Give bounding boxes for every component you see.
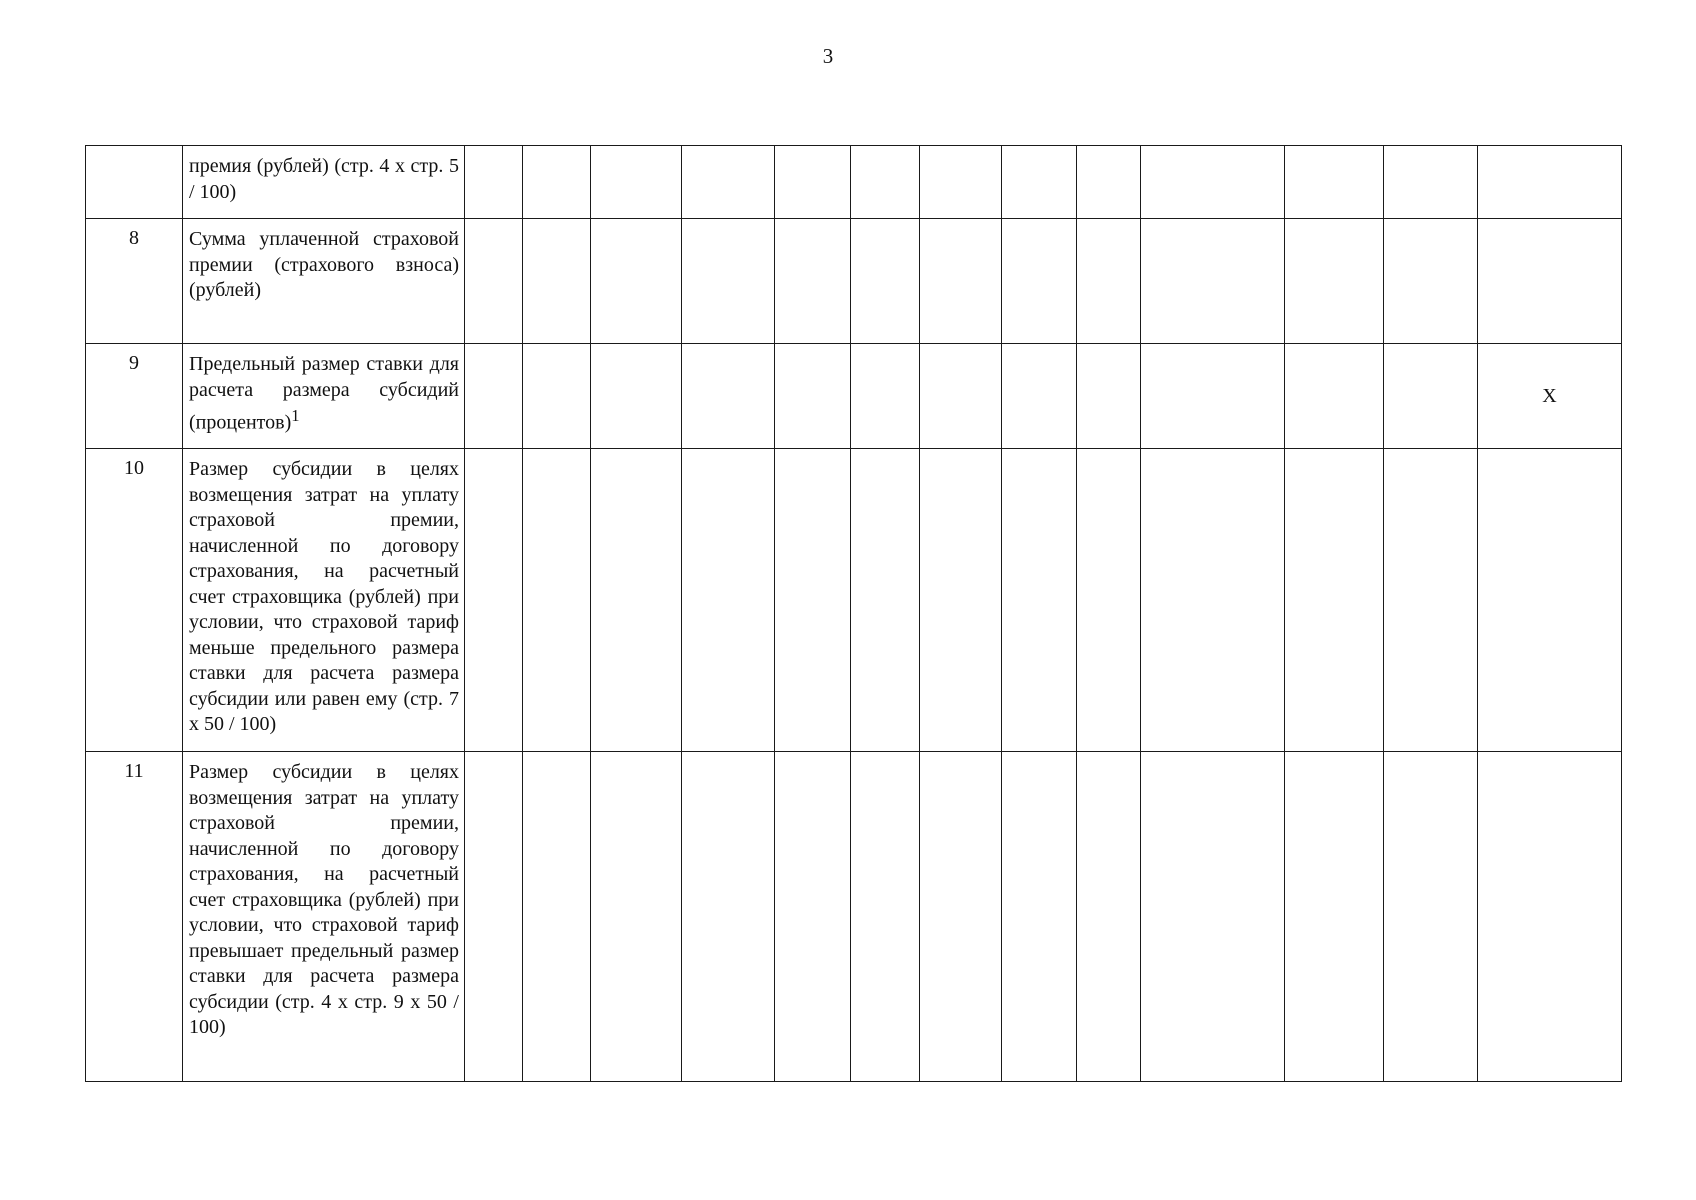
last-value-cell: Х xyxy=(1478,344,1622,449)
value-cell xyxy=(1384,146,1478,219)
value-cell xyxy=(1002,344,1077,449)
value-cell xyxy=(775,449,851,752)
value-cell xyxy=(523,752,591,1082)
value-cell xyxy=(1141,146,1285,219)
value-cell xyxy=(1285,146,1384,219)
value-cell xyxy=(775,344,851,449)
row-label xyxy=(183,146,465,219)
value-cell xyxy=(682,146,775,219)
last-value-cell xyxy=(1478,219,1622,344)
row-label xyxy=(183,344,465,449)
value-cell xyxy=(523,344,591,449)
table-row xyxy=(86,449,1622,752)
value-cell xyxy=(1077,752,1141,1082)
table-row xyxy=(86,344,1622,449)
row-label-text: Предельный размер ставки для расчета размера субсидий (процентов) xyxy=(189,353,459,434)
table-row xyxy=(86,219,1622,344)
value-cell xyxy=(851,449,920,752)
row-label xyxy=(183,752,465,1082)
value-cell xyxy=(1002,146,1077,219)
value-cell xyxy=(682,449,775,752)
value-cell xyxy=(851,219,920,344)
value-cell xyxy=(682,752,775,1082)
value-cell xyxy=(1285,449,1384,752)
value-cell xyxy=(1002,219,1077,344)
value-cell xyxy=(682,219,775,344)
value-cell xyxy=(523,449,591,752)
value-cell xyxy=(1002,752,1077,1082)
value-cell xyxy=(851,146,920,219)
value-cell xyxy=(1285,219,1384,344)
value-cell xyxy=(1077,344,1141,449)
row-label-text: премия (рублей) (стр. 4 х стр. 5 / 100) xyxy=(189,155,459,203)
value-cell xyxy=(591,752,682,1082)
last-value-cell xyxy=(1478,146,1622,219)
value-cell xyxy=(591,449,682,752)
value-cell xyxy=(1141,344,1285,449)
last-value-cell xyxy=(1478,752,1622,1082)
value-cell xyxy=(465,146,523,219)
value-cell xyxy=(1077,219,1141,344)
value-cell xyxy=(1384,219,1478,344)
value-cell xyxy=(1285,752,1384,1082)
row-label-text: Размер субсидии в целях возмещения затрат на уплату страховой премии, начисленной по договору страхования, на расчетный счет страховщика (рублей) при условии, что страховой тариф превышает предельный размер ставки для расчета размера субсидии (стр. 4 х стр. 9 х 50 / 100) xyxy=(189,761,459,1038)
calculation-table xyxy=(85,145,1622,1082)
value-cell xyxy=(920,344,1002,449)
row-number: 8 xyxy=(86,219,183,344)
value-cell xyxy=(1077,449,1141,752)
value-cell xyxy=(591,344,682,449)
footnote-marker: 1 xyxy=(291,406,300,425)
value-cell xyxy=(591,146,682,219)
page-number: 3 xyxy=(822,44,834,68)
row-label-text: Размер субсидии в целях возмещения затрат на уплату страховой премии, начисленной по договору страхования, на расчетный счет страховщика (рублей) при условии, что страховой тариф меньше предельного размера ставки для расчета размера субсидии или равен ему (стр. 7 х 50 / 100) xyxy=(189,458,459,735)
row-number: 11 xyxy=(86,752,183,1082)
row-number xyxy=(86,146,183,219)
value-cell xyxy=(1285,344,1384,449)
row-number: 10 xyxy=(86,449,183,752)
value-cell xyxy=(775,752,851,1082)
value-cell xyxy=(851,752,920,1082)
value-cell xyxy=(775,219,851,344)
value-cell xyxy=(523,219,591,344)
value-cell xyxy=(1141,449,1285,752)
value-cell xyxy=(682,344,775,449)
value-cell xyxy=(1384,449,1478,752)
table-row xyxy=(86,146,1622,219)
value-cell xyxy=(465,449,523,752)
value-cell xyxy=(1002,449,1077,752)
value-cell xyxy=(465,752,523,1082)
last-value-cell xyxy=(1478,449,1622,752)
value-cell xyxy=(1141,752,1285,1082)
row-label-text: Сумма уплаченной страховой премии (страхового взноса) (рублей) xyxy=(189,228,459,301)
value-cell xyxy=(920,219,1002,344)
row-number: 9 xyxy=(86,344,183,449)
value-cell xyxy=(591,219,682,344)
table-row xyxy=(86,752,1622,1082)
value-cell xyxy=(1077,146,1141,219)
value-cell xyxy=(920,146,1002,219)
value-cell xyxy=(851,344,920,449)
value-cell xyxy=(920,752,1002,1082)
value-cell xyxy=(465,344,523,449)
value-cell xyxy=(920,449,1002,752)
value-cell xyxy=(1384,752,1478,1082)
value-cell xyxy=(1141,219,1285,344)
value-cell xyxy=(465,219,523,344)
row-label xyxy=(183,219,465,344)
value-cell xyxy=(523,146,591,219)
row-label xyxy=(183,449,465,752)
value-cell xyxy=(775,146,851,219)
value-cell xyxy=(1384,344,1478,449)
